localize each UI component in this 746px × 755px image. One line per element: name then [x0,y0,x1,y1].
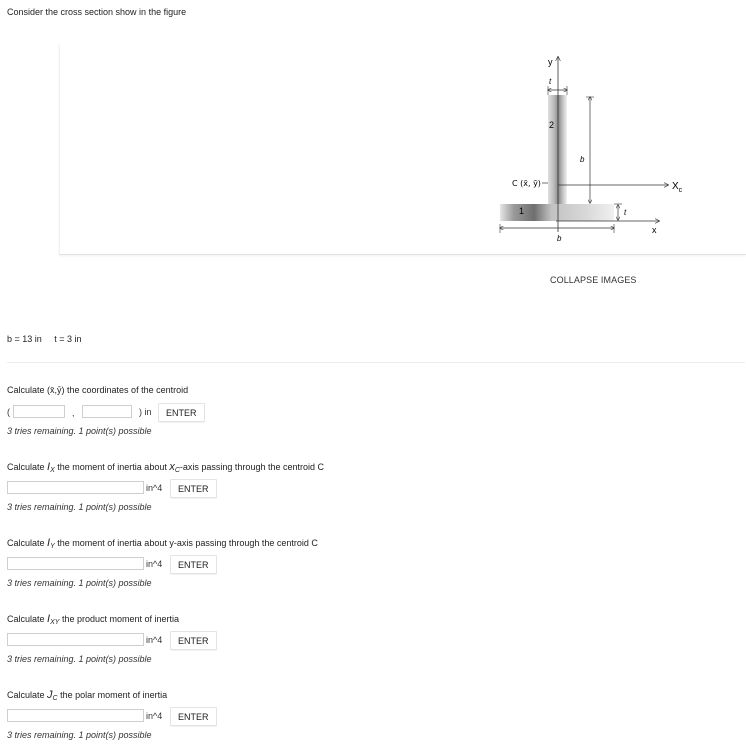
centroid-x-input[interactable] [13,405,65,418]
xc-axis-label: $X_c$ [672,181,683,194]
q5-text: Calculate $J_C$ the polar moment of inertia [7,689,168,702]
param-b: b = 13 in [7,334,42,344]
q1-comma: , [72,408,75,418]
q1-unit: ) in [139,407,152,417]
q2-text: Calculate $I_X$ the moment of inertia about $x_C$-axis passing through the centroid C [7,461,324,474]
jc-input[interactable] [7,709,144,722]
q3-text: Calculate $I_Y$ the moment of inertia about y-axis passing through the centroid C [7,537,318,550]
ix-input[interactable] [7,481,144,494]
collapse-images-link[interactable]: COLLAPSE IMAGES [550,275,637,285]
q2-tries: 3 tries remaining. 1 point(s) possible [7,502,152,512]
section-divider [7,362,745,363]
x-axis-label: x [652,225,657,235]
q5-unit: in^4 [146,711,163,721]
q3-tries: 3 tries remaining. 1 point(s) possible [7,578,152,588]
q4-unit: in^4 [146,635,163,645]
part-1-label: 1 [519,206,525,216]
web-part [548,95,567,204]
q1-text: Calculate (x̄,ȳ) the coordinates of the centroid [7,385,189,395]
q2-unit: in^4 [146,483,163,493]
iy-input[interactable] [7,557,144,570]
q4-text: Calculate $I_{XY}$ the product moment of inertia [7,613,179,626]
q3-enter-button[interactable]: ENTER [170,555,217,574]
y-axis-label: y [548,57,553,67]
q1-open-paren: ( [7,407,10,417]
param-t: t = 3 in [54,334,82,344]
b-right-label: b [580,155,585,164]
q4-tries: 3 tries remaining. 1 point(s) possible [7,654,152,664]
q2-enter-button[interactable]: ENTER [170,479,217,498]
flange-part [500,204,614,221]
cross-section-figure [0,0,746,300]
given-parameters [7,334,82,344]
ixy-input[interactable] [7,633,144,646]
q1-enter-button[interactable]: ENTER [158,403,205,422]
t-top-label: t [549,77,552,86]
centroid-y-input[interactable] [82,405,132,418]
q3-unit: in^4 [146,559,163,569]
q4-enter-button[interactable]: ENTER [170,631,217,650]
q1-tries: 3 tries remaining. 1 point(s) possible [7,426,152,436]
q5-enter-button[interactable]: ENTER [170,707,217,726]
t-right-label: t [624,208,627,217]
q5-tries: 3 tries remaining. 1 point(s) possible [7,730,152,740]
b-bottom-label: b [557,234,562,243]
part-2-label: 2 [549,120,555,130]
intro-text: Consider the cross section show in the figure [7,7,187,17]
centroid-label: C (x̄, ȳ) [512,179,541,188]
